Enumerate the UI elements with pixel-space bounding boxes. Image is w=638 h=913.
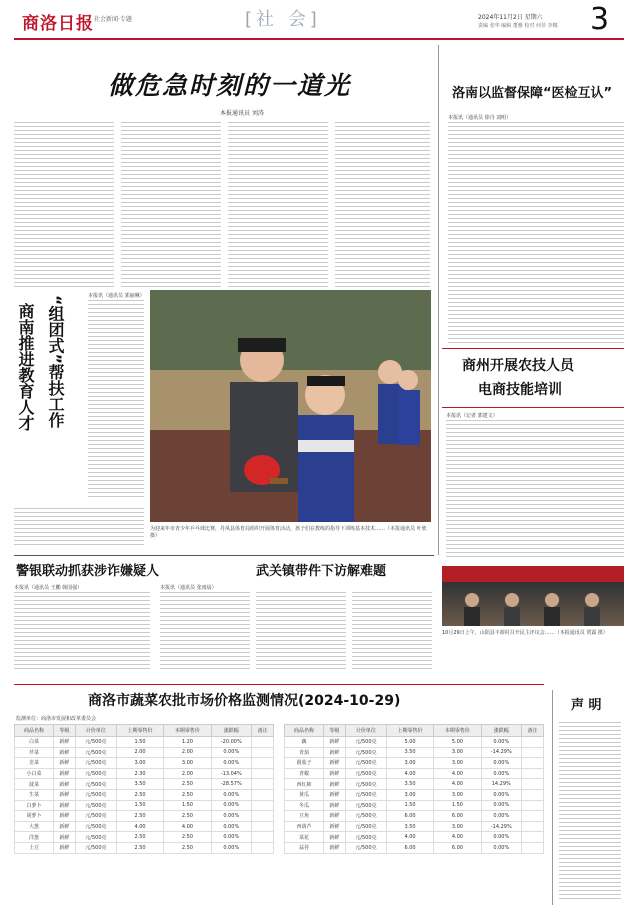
- table-cell: 4.00: [164, 821, 211, 832]
- price-table-left: [14, 724, 274, 854]
- table-row: [285, 768, 544, 779]
- table-cell: 0.00%: [211, 821, 251, 832]
- table-cell: 1.50: [116, 737, 163, 748]
- vertical-title-col2: “组团式”帮扶工作: [46, 295, 65, 429]
- table-cell: 元/500克: [345, 737, 386, 748]
- farmer-title-line2: 电商技能培训: [478, 382, 562, 398]
- table-cell: 0.00%: [481, 768, 521, 779]
- table-header-cell: 商品名称: [285, 725, 324, 737]
- table-cell: 新鲜: [323, 737, 345, 748]
- table-cell: 圆茄子: [285, 758, 324, 769]
- feature-body-col4: [335, 122, 430, 287]
- table-cell: 新鲜: [53, 737, 75, 748]
- table-row: [285, 842, 544, 853]
- table-cell: [251, 737, 273, 748]
- notice-box: [552, 690, 625, 905]
- masthead: [0, 0, 638, 38]
- table-header-cell: 计价单位: [75, 725, 116, 737]
- table-cell: 2.50: [164, 842, 211, 853]
- table-cell: [521, 789, 543, 800]
- table-cell: 元/500克: [75, 789, 116, 800]
- table-cell: 元/500克: [75, 842, 116, 853]
- feature-byline: 本报通讯员 刘涛: [220, 110, 264, 117]
- table-cell: 新鲜: [53, 842, 75, 853]
- vertical-title-col1: 商南推进教育人才: [16, 303, 35, 431]
- table-cell: [521, 737, 543, 748]
- table-cell: 新鲜: [323, 842, 345, 853]
- table-cell: 4.00: [116, 821, 163, 832]
- table-cell: [251, 800, 273, 811]
- table-header-cell: 备注: [251, 725, 273, 737]
- table-cell: 元/500克: [345, 768, 386, 779]
- farmer-story-byline: 本报讯（记者 郭建文）: [446, 413, 498, 419]
- table-cell: 新鲜: [323, 800, 345, 811]
- table-cell: 3.00: [386, 789, 433, 800]
- table-cell: [521, 747, 543, 758]
- table-cell: 元/500克: [75, 800, 116, 811]
- table-row: [15, 768, 274, 779]
- town-story-byline: 本报讯（通讯员 张雨晨）: [160, 585, 217, 591]
- notice-title: 声 明: [571, 698, 602, 713]
- table-cell: 大葱: [15, 821, 54, 832]
- table-cell: 元/500克: [345, 821, 386, 832]
- table-cell: 2.50: [164, 789, 211, 800]
- table-cell: [521, 800, 543, 811]
- masthead-rule: [14, 38, 624, 40]
- table-cell: 元/500克: [345, 842, 386, 853]
- photo-caption: 为迎来年市青少年乒乓球比赛，丹凤县体育局组织开展体育活动，孩子们在教练的指导下训练基本技术……（本报通讯员 叶欣 摄）: [150, 526, 427, 539]
- table-cell: 0.00%: [481, 789, 521, 800]
- table-cell: 4.00: [434, 779, 481, 790]
- table-header-cell: 计价单位: [345, 725, 386, 737]
- table-cell: 2.50: [116, 811, 163, 822]
- town-story-body-col1: [160, 592, 250, 672]
- feature-body-col1: [14, 122, 114, 287]
- table-cell: 蒜苔: [285, 842, 324, 853]
- table-cell: 3.00: [116, 758, 163, 769]
- table-cell: 元/500克: [75, 737, 116, 748]
- table-header-cell: 商品名称: [15, 725, 54, 737]
- column-divider: [438, 45, 439, 555]
- table-cell: 土豆: [15, 842, 54, 853]
- table-cell: 2.00: [164, 747, 211, 758]
- table-cell: 元/500克: [75, 747, 116, 758]
- table-header-cell: 本期零售价: [164, 725, 211, 737]
- table-cell: 菜花: [285, 832, 324, 843]
- table-row: [285, 747, 544, 758]
- table-cell: [251, 811, 273, 822]
- table-row: [15, 747, 274, 758]
- table-cell: [251, 789, 273, 800]
- editors-line: 责编 张华 编辑 董雅 校对 何菲 李娜: [478, 23, 558, 29]
- town-story-title: 武关镇带件下访解难题: [256, 564, 387, 579]
- vertical-story-byline: 本报讯（通讯员 郭丽琳）: [88, 293, 145, 299]
- table-row: [15, 779, 274, 790]
- table-cell: [521, 779, 543, 790]
- table-cell: 3.00: [434, 789, 481, 800]
- table-cell: 胡萝卜: [15, 811, 54, 822]
- table-cell: 0.00%: [211, 758, 251, 769]
- paper-name: 商洛日报: [22, 14, 94, 34]
- table-tennis-scene: [150, 290, 431, 522]
- table-cell: 元/500克: [345, 832, 386, 843]
- table-header-cell: 本期零售价: [434, 725, 481, 737]
- section-rule: [14, 555, 434, 556]
- table-row: [285, 800, 544, 811]
- table-cell: 3.50: [386, 747, 433, 758]
- table-cell: 1.50: [386, 800, 433, 811]
- table-cell: 冬瓜: [285, 800, 324, 811]
- table-cell: 3.50: [386, 821, 433, 832]
- table-cell: -28.57%: [211, 779, 251, 790]
- table-cell: -13.04%: [211, 768, 251, 779]
- table-cell: 新鲜: [53, 789, 75, 800]
- table-top-rule: [14, 684, 544, 685]
- table-cell: 6.00: [386, 842, 433, 853]
- table-cell: 0.00%: [481, 737, 521, 748]
- table-cell: -14.29%: [481, 821, 521, 832]
- table-cell: 3.00: [434, 747, 481, 758]
- table-cell: 2.50: [116, 789, 163, 800]
- activity-photo: [442, 566, 624, 626]
- table-cell: 0.00%: [481, 800, 521, 811]
- police-story-byline: 本报讯（通讯员 王鹏 韩国强）: [14, 585, 83, 591]
- section-label: [社 会]: [245, 9, 321, 30]
- side-story-body: [448, 122, 624, 344]
- table-cell: [521, 758, 543, 769]
- table-cell: 豆角: [285, 811, 324, 822]
- table-row: [285, 832, 544, 843]
- table-cell: 5.00: [434, 737, 481, 748]
- table-cell: 元/500克: [75, 832, 116, 843]
- main-photo: [150, 290, 431, 522]
- table-cell: -14.29%: [481, 747, 521, 758]
- table-cell: 新鲜: [323, 821, 345, 832]
- table-cell: 元/500克: [75, 779, 116, 790]
- table-cell: 黄瓜: [285, 789, 324, 800]
- table-cell: [521, 811, 543, 822]
- activity-photo-caption: 10月29日上午，山阳县丰源村召开民主评议会……（本报通讯员 贾露 摄）: [442, 630, 608, 636]
- table-cell: 西红柿: [285, 779, 324, 790]
- table-row: [285, 811, 544, 822]
- table-cell: 6.00: [386, 811, 433, 822]
- table-cell: 元/500克: [345, 800, 386, 811]
- table-cell: 新鲜: [53, 747, 75, 758]
- table-cell: 新鲜: [53, 821, 75, 832]
- table-cell: 0.00%: [211, 747, 251, 758]
- table-cell: 新鲜: [323, 811, 345, 822]
- feature-body-col2: [121, 122, 221, 287]
- table-cell: 1.50: [116, 800, 163, 811]
- table-cell: 4.00: [434, 768, 481, 779]
- issue-date: 2024年11月2日 星期六: [478, 14, 543, 21]
- table-cell: [521, 821, 543, 832]
- table-cell: 4.00: [434, 832, 481, 843]
- vertical-story-body: [88, 300, 144, 500]
- town-story-body-col3: [352, 592, 432, 672]
- table-cell: 元/500克: [75, 821, 116, 832]
- farmer-story-box: [442, 348, 624, 408]
- table-cell: 新鲜: [323, 789, 345, 800]
- table-cell: 新鲜: [323, 747, 345, 758]
- table-cell: 元/500克: [345, 789, 386, 800]
- table-cell: 新鲜: [53, 811, 75, 822]
- table-cell: 元/500克: [345, 811, 386, 822]
- table-cell: 新鲜: [323, 768, 345, 779]
- table-header-cell: 等级: [53, 725, 75, 737]
- table-header-cell: 等级: [323, 725, 345, 737]
- table-cell: [251, 768, 273, 779]
- table-cell: 元/500克: [75, 811, 116, 822]
- table-cell: 2.50: [116, 832, 163, 843]
- table-row: [285, 789, 544, 800]
- table-cell: -20.00%: [211, 737, 251, 748]
- meeting-scene: [442, 566, 624, 626]
- table-cell: 2.50: [116, 842, 163, 853]
- table-cell: 2.00: [164, 768, 211, 779]
- table-cell: 4.00: [386, 768, 433, 779]
- table-row: [15, 758, 274, 769]
- table-cell: 洋葱: [15, 832, 54, 843]
- table-cell: [251, 758, 273, 769]
- table-row: [15, 811, 274, 822]
- sub-caption: 社会新闻·专题: [94, 16, 132, 23]
- table-cell: 新鲜: [53, 758, 75, 769]
- vertical-story-body-lower: [14, 508, 144, 548]
- table-cell: 14.29%: [481, 779, 521, 790]
- table-cell: 新鲜: [53, 779, 75, 790]
- table-cell: 3.00: [164, 758, 211, 769]
- table-cell: [251, 821, 273, 832]
- table-cell: 6.00: [434, 811, 481, 822]
- table-cell: 新鲜: [53, 768, 75, 779]
- table-cell: 3.50: [116, 779, 163, 790]
- table-cell: 2.00: [116, 747, 163, 758]
- farmer-title-line1: 商州开展农技人员: [462, 358, 574, 374]
- table-row: [285, 779, 544, 790]
- table-cell: 新鲜: [323, 758, 345, 769]
- police-story-title: 警银联动抓获涉诈嫌疑人: [16, 564, 160, 579]
- police-story-body: [14, 592, 150, 672]
- table-cell: 白萝卜: [15, 800, 54, 811]
- price-table-unit-note: 监测单位：商洛市发展和改革委员会: [16, 716, 97, 722]
- table-cell: 0.00%: [211, 842, 251, 853]
- table-header-cell: 上期零售价: [116, 725, 163, 737]
- table-cell: 3.00: [434, 821, 481, 832]
- table-cell: 青椒: [285, 768, 324, 779]
- table-row: [285, 758, 544, 769]
- vertical-story-box: [14, 295, 84, 505]
- feature-title: 做危急时刻的一道光: [108, 71, 352, 100]
- table-cell: 西葫芦: [285, 821, 324, 832]
- side-story-title: 洛南以监督保障“医检互认”: [452, 86, 613, 101]
- page-number: 3: [590, 2, 610, 37]
- table-cell: 元/500克: [345, 779, 386, 790]
- table-cell: 1.50: [434, 800, 481, 811]
- farmer-story-body: [446, 420, 624, 560]
- table-cell: 元/500克: [75, 768, 116, 779]
- table-cell: 0.00%: [211, 789, 251, 800]
- feature-body-col3: [228, 122, 328, 287]
- table-row: [15, 821, 274, 832]
- table-row: [15, 842, 274, 853]
- table-cell: 2.30: [116, 768, 163, 779]
- table-cell: 小白菜: [15, 768, 54, 779]
- table-cell: 3.00: [386, 758, 433, 769]
- price-table-right: [284, 724, 544, 854]
- table-header-cell: 备注: [521, 725, 543, 737]
- table-header-cell: 涨跌幅: [211, 725, 251, 737]
- table-cell: 元/500克: [345, 758, 386, 769]
- table-cell: 0.00%: [211, 832, 251, 843]
- table-header-cell: 涨跌幅: [481, 725, 521, 737]
- table-cell: 菠菜: [15, 779, 54, 790]
- table-cell: 6.00: [434, 842, 481, 853]
- table-cell: 2.50: [164, 832, 211, 843]
- table-cell: 2.50: [164, 779, 211, 790]
- table-cell: 4.00: [386, 832, 433, 843]
- notice-body: [559, 722, 621, 900]
- table-cell: 0.00%: [481, 758, 521, 769]
- table-cell: 生菜: [15, 789, 54, 800]
- table-cell: 元/500克: [345, 747, 386, 758]
- table-row: [285, 737, 544, 748]
- price-table-title: 商洛市蔬菜农批市场价格监测情况(2024-10-29): [88, 693, 401, 709]
- table-cell: [251, 842, 273, 853]
- table-cell: 芹菜: [15, 747, 54, 758]
- table-cell: [251, 747, 273, 758]
- table-row: [15, 789, 274, 800]
- table-cell: 1.50: [164, 800, 211, 811]
- table-cell: [251, 779, 273, 790]
- table-cell: 0.00%: [481, 811, 521, 822]
- table-cell: 2.50: [164, 811, 211, 822]
- table-cell: 青茄: [285, 747, 324, 758]
- table-cell: 0.00%: [211, 811, 251, 822]
- table-cell: 1.20: [164, 737, 211, 748]
- town-story-body-col2: [256, 592, 346, 672]
- table-cell: 新鲜: [323, 779, 345, 790]
- table-cell: 藕: [285, 737, 324, 748]
- side-story-byline: 本报讯（通讯员 徐丹 刘明）: [448, 115, 512, 121]
- table-cell: 元/500克: [75, 758, 116, 769]
- table-row: [285, 821, 544, 832]
- table-cell: 0.00%: [211, 800, 251, 811]
- table-cell: 0.00%: [481, 832, 521, 843]
- table-cell: 5.00: [386, 737, 433, 748]
- table-cell: [251, 832, 273, 843]
- table-cell: 3.00: [434, 758, 481, 769]
- table-row: [15, 737, 274, 748]
- table-cell: 0.00%: [481, 842, 521, 853]
- table-cell: 新鲜: [53, 832, 75, 843]
- table-cell: [521, 832, 543, 843]
- table-row: [15, 832, 274, 843]
- table-cell: 韭菜: [15, 758, 54, 769]
- table-row: [15, 800, 274, 811]
- table-cell: [521, 768, 543, 779]
- table-header-cell: 上期零售价: [386, 725, 433, 737]
- table-cell: 白菜: [15, 737, 54, 748]
- table-cell: 新鲜: [53, 800, 75, 811]
- table-cell: 新鲜: [323, 832, 345, 843]
- table-cell: 3.50: [386, 779, 433, 790]
- table-cell: [521, 842, 543, 853]
